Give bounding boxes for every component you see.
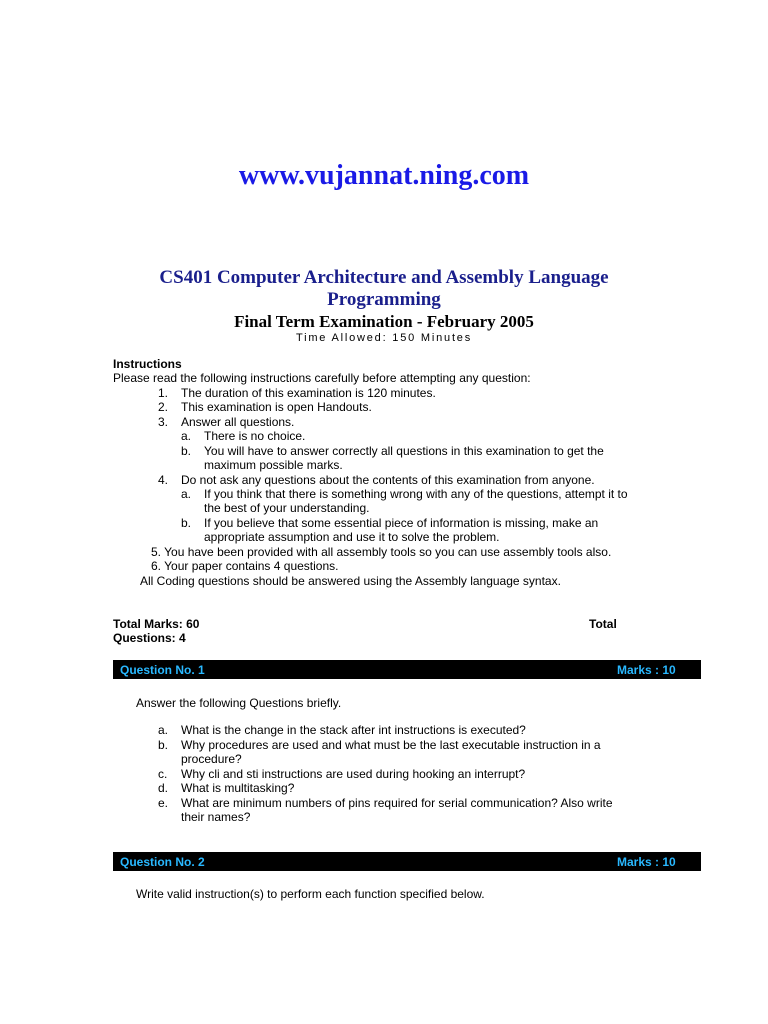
exam-title: Final Term Examination - February 2005 bbox=[234, 312, 534, 331]
instruction-text: Answer all questions. bbox=[181, 415, 295, 429]
instruction-sub-letter: a. bbox=[181, 487, 192, 501]
time-allowed: Time Allowed: 150 Minutes bbox=[295, 332, 473, 344]
instruction-text: The duration of this examination is 120 minutes. bbox=[181, 386, 436, 400]
instruction-sub-text: appropriate assumption and use it to solve the problem. bbox=[204, 530, 500, 544]
question-2-label: Question No. 2 bbox=[120, 855, 205, 869]
question-item-text: Why procedures are used and what must be the last executable instruction in a bbox=[181, 738, 601, 752]
question-1-intro: Answer the following Questions briefly. bbox=[136, 696, 342, 710]
instructions-intro: Please read the following instructions carefully before attempting any question: bbox=[113, 371, 531, 385]
instruction-sub-text: If you think that there is something wrong with any of the questions, attempt it to bbox=[204, 487, 628, 501]
instruction-sub-text: If you believe that some essential piece of information is missing, make an bbox=[204, 516, 599, 530]
question-item-letter: b. bbox=[158, 738, 169, 752]
question-2-marks: Marks : 10 bbox=[617, 855, 676, 869]
instruction-sub-letter: b. bbox=[181, 444, 192, 458]
coding-note: All Coding questions should be answered using the Assembly language syntax. bbox=[140, 574, 561, 588]
instructions-heading: Instructions bbox=[113, 357, 182, 371]
instruction-item-6: 6. Your paper contains 4 questions. bbox=[151, 559, 339, 573]
instruction-text: This examination is open Handouts. bbox=[181, 400, 372, 414]
instruction-sub-text: There is no choice. bbox=[204, 429, 306, 443]
question-item-text: their names? bbox=[181, 810, 251, 824]
instruction-number: 1. bbox=[158, 386, 169, 400]
question-item-text: Why cli and sti instructions are used during hooking an interrupt? bbox=[181, 767, 526, 781]
question-item-letter: d. bbox=[158, 781, 169, 795]
total-label: Total bbox=[589, 617, 617, 631]
instruction-sub-text: You will have to answer correctly all questions in this examination to get the bbox=[204, 444, 604, 458]
instruction-sub-letter: a. bbox=[181, 429, 192, 443]
question-item-letter: e. bbox=[158, 796, 169, 810]
question-item-letter: c. bbox=[158, 767, 168, 781]
question-2-bar bbox=[113, 852, 701, 871]
course-title bbox=[120, 267, 648, 311]
total-marks: Total Marks: 60 bbox=[113, 617, 200, 631]
instruction-text: Do not ask any questions about the contents of this examination from anyone. bbox=[181, 473, 595, 487]
instruction-number: 4. bbox=[158, 473, 169, 487]
instruction-sub-text: the best of your understanding. bbox=[204, 501, 370, 515]
question-2-intro: Write valid instruction(s) to perform each function specified below. bbox=[136, 887, 485, 901]
instruction-sub-text: maximum possible marks. bbox=[204, 458, 343, 472]
question-1-marks: Marks : 10 bbox=[617, 663, 676, 677]
instruction-number: 3. bbox=[158, 415, 169, 429]
course-title-line-1: CS401 Computer Architecture and Assembly Language bbox=[159, 267, 609, 288]
instruction-item-5: 5. You have been provided with all assembly tools so you can use assembly tools also. bbox=[151, 545, 612, 559]
course-title-line-2: Programming bbox=[327, 289, 441, 310]
question-1-bar bbox=[113, 660, 701, 679]
question-item-text: procedure? bbox=[181, 752, 242, 766]
question-item-letter: a. bbox=[158, 723, 169, 737]
question-item-text: What is multitasking? bbox=[181, 781, 295, 795]
instruction-number: 2. bbox=[158, 400, 169, 414]
total-questions: Questions: 4 bbox=[113, 631, 186, 645]
question-1-label: Question No. 1 bbox=[120, 663, 205, 677]
site-url: www.vujannat.ning.com bbox=[238, 160, 530, 191]
question-item-text: What are minimum numbers of pins required for serial communication? Also write bbox=[181, 796, 613, 810]
question-item-text: What is the change in the stack after int instructions is executed? bbox=[181, 723, 526, 737]
instruction-sub-letter: b. bbox=[181, 516, 192, 530]
